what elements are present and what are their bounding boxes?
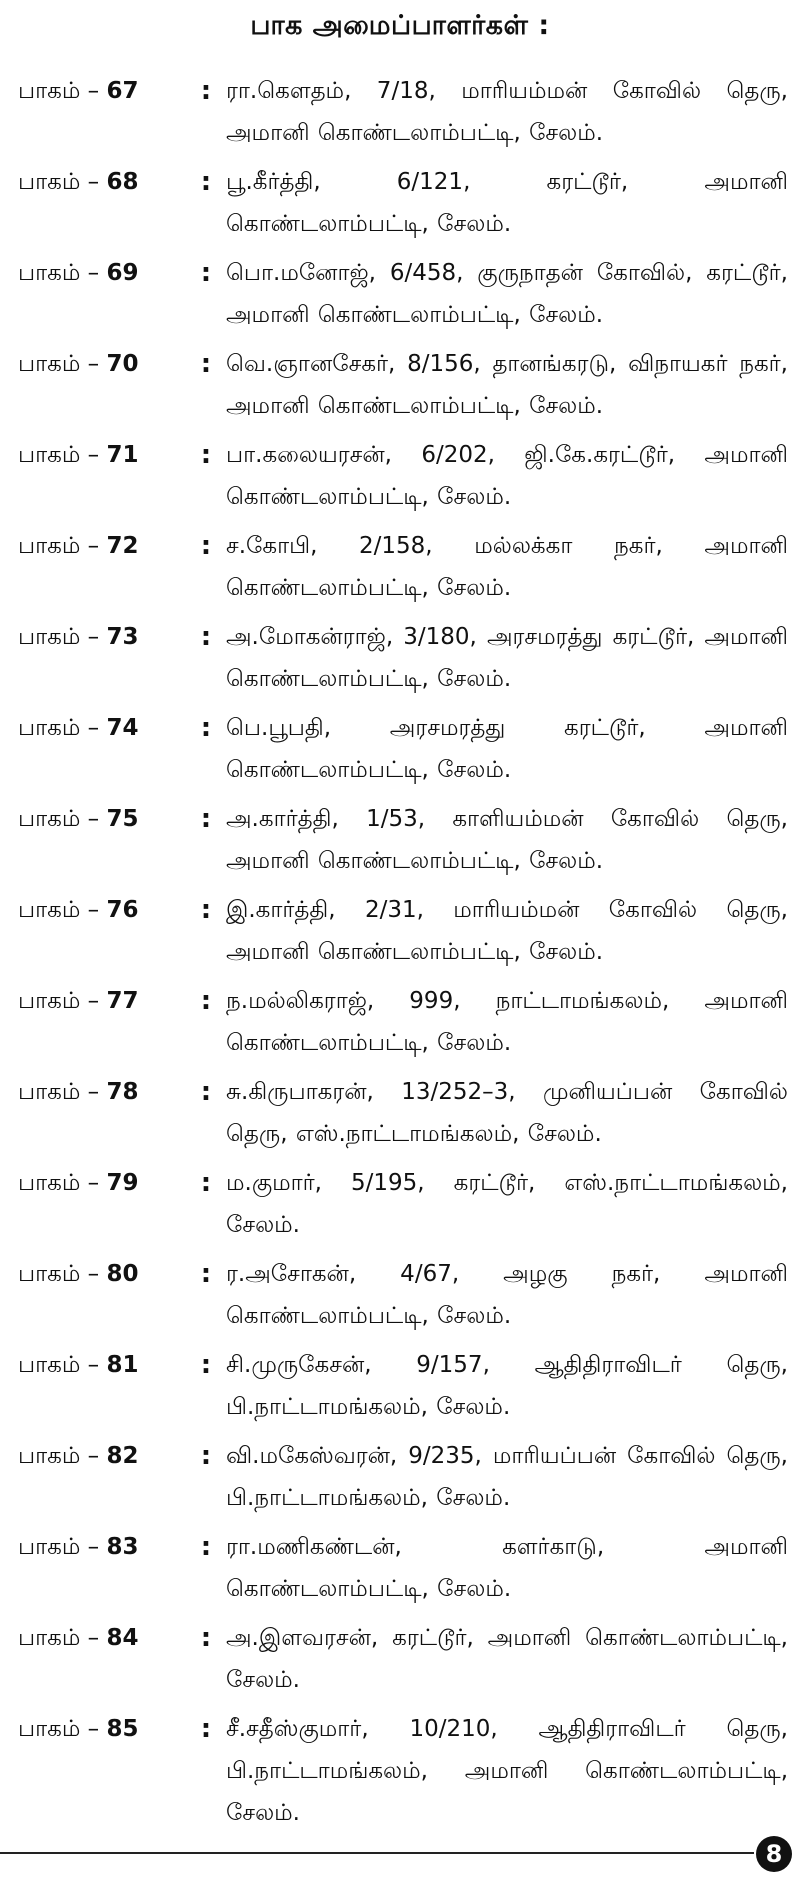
list-item xyxy=(18,980,788,1064)
entry-colon: : xyxy=(200,440,212,470)
entry-label-word: பாகம் – xyxy=(18,715,100,741)
entry-text: ரா.கௌதம், 7/18, மாரியம்மன் கோவில் தெரு, அமானி கொண்டலாம்பட்டி, சேலம். xyxy=(226,78,788,146)
entry-label-word: பாகம் – xyxy=(18,169,100,195)
entry-label-word: பாகம் – xyxy=(18,1443,100,1469)
entry-colon: : xyxy=(200,76,212,106)
entry-label xyxy=(18,525,186,567)
list-item xyxy=(18,434,788,518)
entry-number: 75 xyxy=(106,806,139,832)
entry-number: 68 xyxy=(106,169,139,195)
entry-label-word: பாகம் – xyxy=(18,1716,100,1742)
entry-text: அ.கார்த்தி, 1/53, காளியம்மன் கோவில் தெரு, அமானி கொண்டலாம்பட்டி, சேலம். xyxy=(226,806,788,874)
entry-colon: : xyxy=(200,986,212,1016)
entry-number: 67 xyxy=(106,78,139,104)
entry-label xyxy=(18,1617,186,1659)
entry-text: வி.மகேஸ்வரன், 9/235, மாரியப்பன் கோவில் தெரு, பி.நாட்டாமங்கலம், சேலம். xyxy=(226,1443,788,1511)
entry-text: சீ.சதீஸ்குமார், 10/210, ஆதிதிராவிடர் தெரு, பி.நாட்டாமங்கலம், அமானி கொண்டலாம்பட்டி, சேலம். xyxy=(226,1716,788,1826)
list-item xyxy=(18,252,788,336)
entry-number: 83 xyxy=(106,1534,139,1560)
entry-number: 73 xyxy=(106,624,139,650)
entry-number: 72 xyxy=(106,533,139,559)
entry-colon: : xyxy=(200,349,212,379)
entry-number: 71 xyxy=(106,442,139,468)
entry-label-word: பாகம் – xyxy=(18,1170,100,1196)
entry-label xyxy=(18,1526,186,1568)
entry-label xyxy=(18,889,186,931)
entry-text: அ.இளவரசன், கரட்டூர், அமானி கொண்டலாம்பட்டி, சேலம். xyxy=(226,1625,788,1693)
entry-label-word: பாகம் – xyxy=(18,351,100,377)
entry-colon: : xyxy=(200,1714,212,1744)
entry-number: 82 xyxy=(106,1443,139,1469)
entry-colon: : xyxy=(200,1532,212,1562)
entry-label xyxy=(18,616,186,658)
entry-text: ம.குமார், 5/195, கரட்டூர், எஸ்.நாட்டாமங்கலம், சேலம். xyxy=(226,1170,788,1238)
entry-text: அ.மோகன்ராஜ், 3/180, அரசமரத்து கரட்டூர், அமானி கொண்டலாம்பட்டி, சேலம். xyxy=(226,624,788,692)
entry-colon: : xyxy=(200,258,212,288)
entry-colon: : xyxy=(200,895,212,925)
list-item xyxy=(18,343,788,427)
entry-label-word: பாகம் – xyxy=(18,806,100,832)
entry-colon: : xyxy=(200,1350,212,1380)
entry-colon: : xyxy=(200,1077,212,1107)
entry-text: ச.கோபி, 2/158, மல்லக்கா நகர், அமானி கொண்டலாம்பட்டி, சேலம். xyxy=(226,533,788,601)
entry-text: ர.அசோகன், 4/67, அழகு நகர், அமானி கொண்டலாம்பட்டி, சேலம். xyxy=(226,1261,788,1329)
entry-colon: : xyxy=(200,1259,212,1289)
entry-number: 69 xyxy=(106,260,139,286)
entry-number: 81 xyxy=(106,1352,139,1378)
entry-label xyxy=(18,1253,186,1295)
list-item xyxy=(18,1435,788,1519)
list-item xyxy=(18,70,788,154)
entry-label xyxy=(18,343,186,385)
entry-label xyxy=(18,1162,186,1204)
entry-number: 74 xyxy=(106,715,139,741)
entry-number: 84 xyxy=(106,1625,139,1651)
list-item xyxy=(18,525,788,609)
entry-number: 78 xyxy=(106,1079,139,1105)
entry-label-word: பாகம் – xyxy=(18,260,100,286)
entry-label xyxy=(18,798,186,840)
entry-label xyxy=(18,707,186,749)
entry-label xyxy=(18,161,186,203)
entry-colon: : xyxy=(200,622,212,652)
entry-number: 85 xyxy=(106,1716,139,1742)
entry-colon: : xyxy=(200,804,212,834)
entry-label xyxy=(18,252,186,294)
list-item xyxy=(18,1617,788,1701)
entry-label xyxy=(18,70,186,112)
entry-label-word: பாகம் – xyxy=(18,533,100,559)
list-item xyxy=(18,889,788,973)
entry-number: 79 xyxy=(106,1170,139,1196)
entry-colon: : xyxy=(200,713,212,743)
entry-text: இ.கார்த்தி, 2/31, மாரியம்மன் கோவில் தெரு, அமானி கொண்டலாம்பட்டி, சேலம். xyxy=(226,897,788,965)
footer-divider xyxy=(0,1852,754,1854)
list-item xyxy=(18,1526,788,1610)
list-item xyxy=(18,616,788,700)
list-item xyxy=(18,161,788,245)
entry-number: 80 xyxy=(106,1261,139,1287)
list-item xyxy=(18,1708,788,1834)
entry-label-word: பாகம் – xyxy=(18,1534,100,1560)
entry-label-word: பாகம் – xyxy=(18,442,100,468)
entry-text: பூ.கீர்த்தி, 6/121, கரட்டூர், அமானி கொண்டலாம்பட்டி, சேலம். xyxy=(226,169,788,237)
entry-label-word: பாகம் – xyxy=(18,1625,100,1651)
entry-label-word: பாகம் – xyxy=(18,897,100,923)
entry-text: ரா.மணிகண்டன், களர்காடு, அமானி கொண்டலாம்பட்டி, சேலம். xyxy=(226,1534,788,1602)
entry-number: 76 xyxy=(106,897,139,923)
entry-text: ந.மல்லிகராஜ், 999, நாட்டாமங்கலம், அமானி கொண்டலாம்பட்டி, சேலம். xyxy=(226,988,788,1056)
entry-colon: : xyxy=(200,1623,212,1653)
list-item xyxy=(18,1344,788,1428)
list-item xyxy=(18,1162,788,1246)
entry-colon: : xyxy=(200,1168,212,1198)
list-item xyxy=(18,1071,788,1155)
entry-label-word: பாகம் – xyxy=(18,624,100,650)
entry-colon: : xyxy=(200,531,212,561)
list-item xyxy=(18,1253,788,1337)
entry-text: சி.முருகேசன், 9/157, ஆதிதிராவிடர் தெரு, பி.நாட்டாமங்கலம், சேலம். xyxy=(226,1352,788,1420)
entry-colon: : xyxy=(200,167,212,197)
entry-number: 77 xyxy=(106,988,139,1014)
entry-label xyxy=(18,1708,186,1750)
entry-label-word: பாகம் – xyxy=(18,1079,100,1105)
entry-list xyxy=(18,70,788,1841)
entry-label xyxy=(18,1435,186,1477)
page-number-badge: 8 xyxy=(756,1836,792,1872)
entry-label xyxy=(18,434,186,476)
entry-label xyxy=(18,980,186,1022)
entry-label-word: பாகம் – xyxy=(18,988,100,1014)
page-heading: பாக அமைப்பாளர்கள் : xyxy=(250,10,550,41)
entry-label-word: பாகம் – xyxy=(18,1352,100,1378)
entry-text: வெ.ஞானசேகர், 8/156, தானங்கரடு, விநாயகர் நகர், அமானி கொண்டலாம்பட்டி, சேலம். xyxy=(226,351,788,419)
entry-text: பெ.பூபதி, அரசமரத்து கரட்டூர், அமானி கொண்டலாம்பட்டி, சேலம். xyxy=(226,715,788,783)
entry-label-word: பாகம் – xyxy=(18,1261,100,1287)
entry-number: 70 xyxy=(106,351,139,377)
entry-label-word: பாகம் – xyxy=(18,78,100,104)
entry-text: சு.கிருபாகரன், 13/252–3, முனியப்பன் கோவில் தெரு, எஸ்.நாட்டாமங்கலம், சேலம். xyxy=(226,1079,788,1147)
entry-label xyxy=(18,1344,186,1386)
list-item xyxy=(18,707,788,791)
entry-text: பொ.மனோஜ், 6/458, குருநாதன் கோவில், கரட்டூர், அமானி கொண்டலாம்பட்டி, சேலம். xyxy=(226,260,788,328)
list-item xyxy=(18,798,788,882)
entry-text: பா.கலையரசன், 6/202, ஜி.கே.கரட்டூர், அமானி கொண்டலாம்பட்டி, சேலம். xyxy=(226,442,788,510)
entry-colon: : xyxy=(200,1441,212,1471)
entry-label xyxy=(18,1071,186,1113)
